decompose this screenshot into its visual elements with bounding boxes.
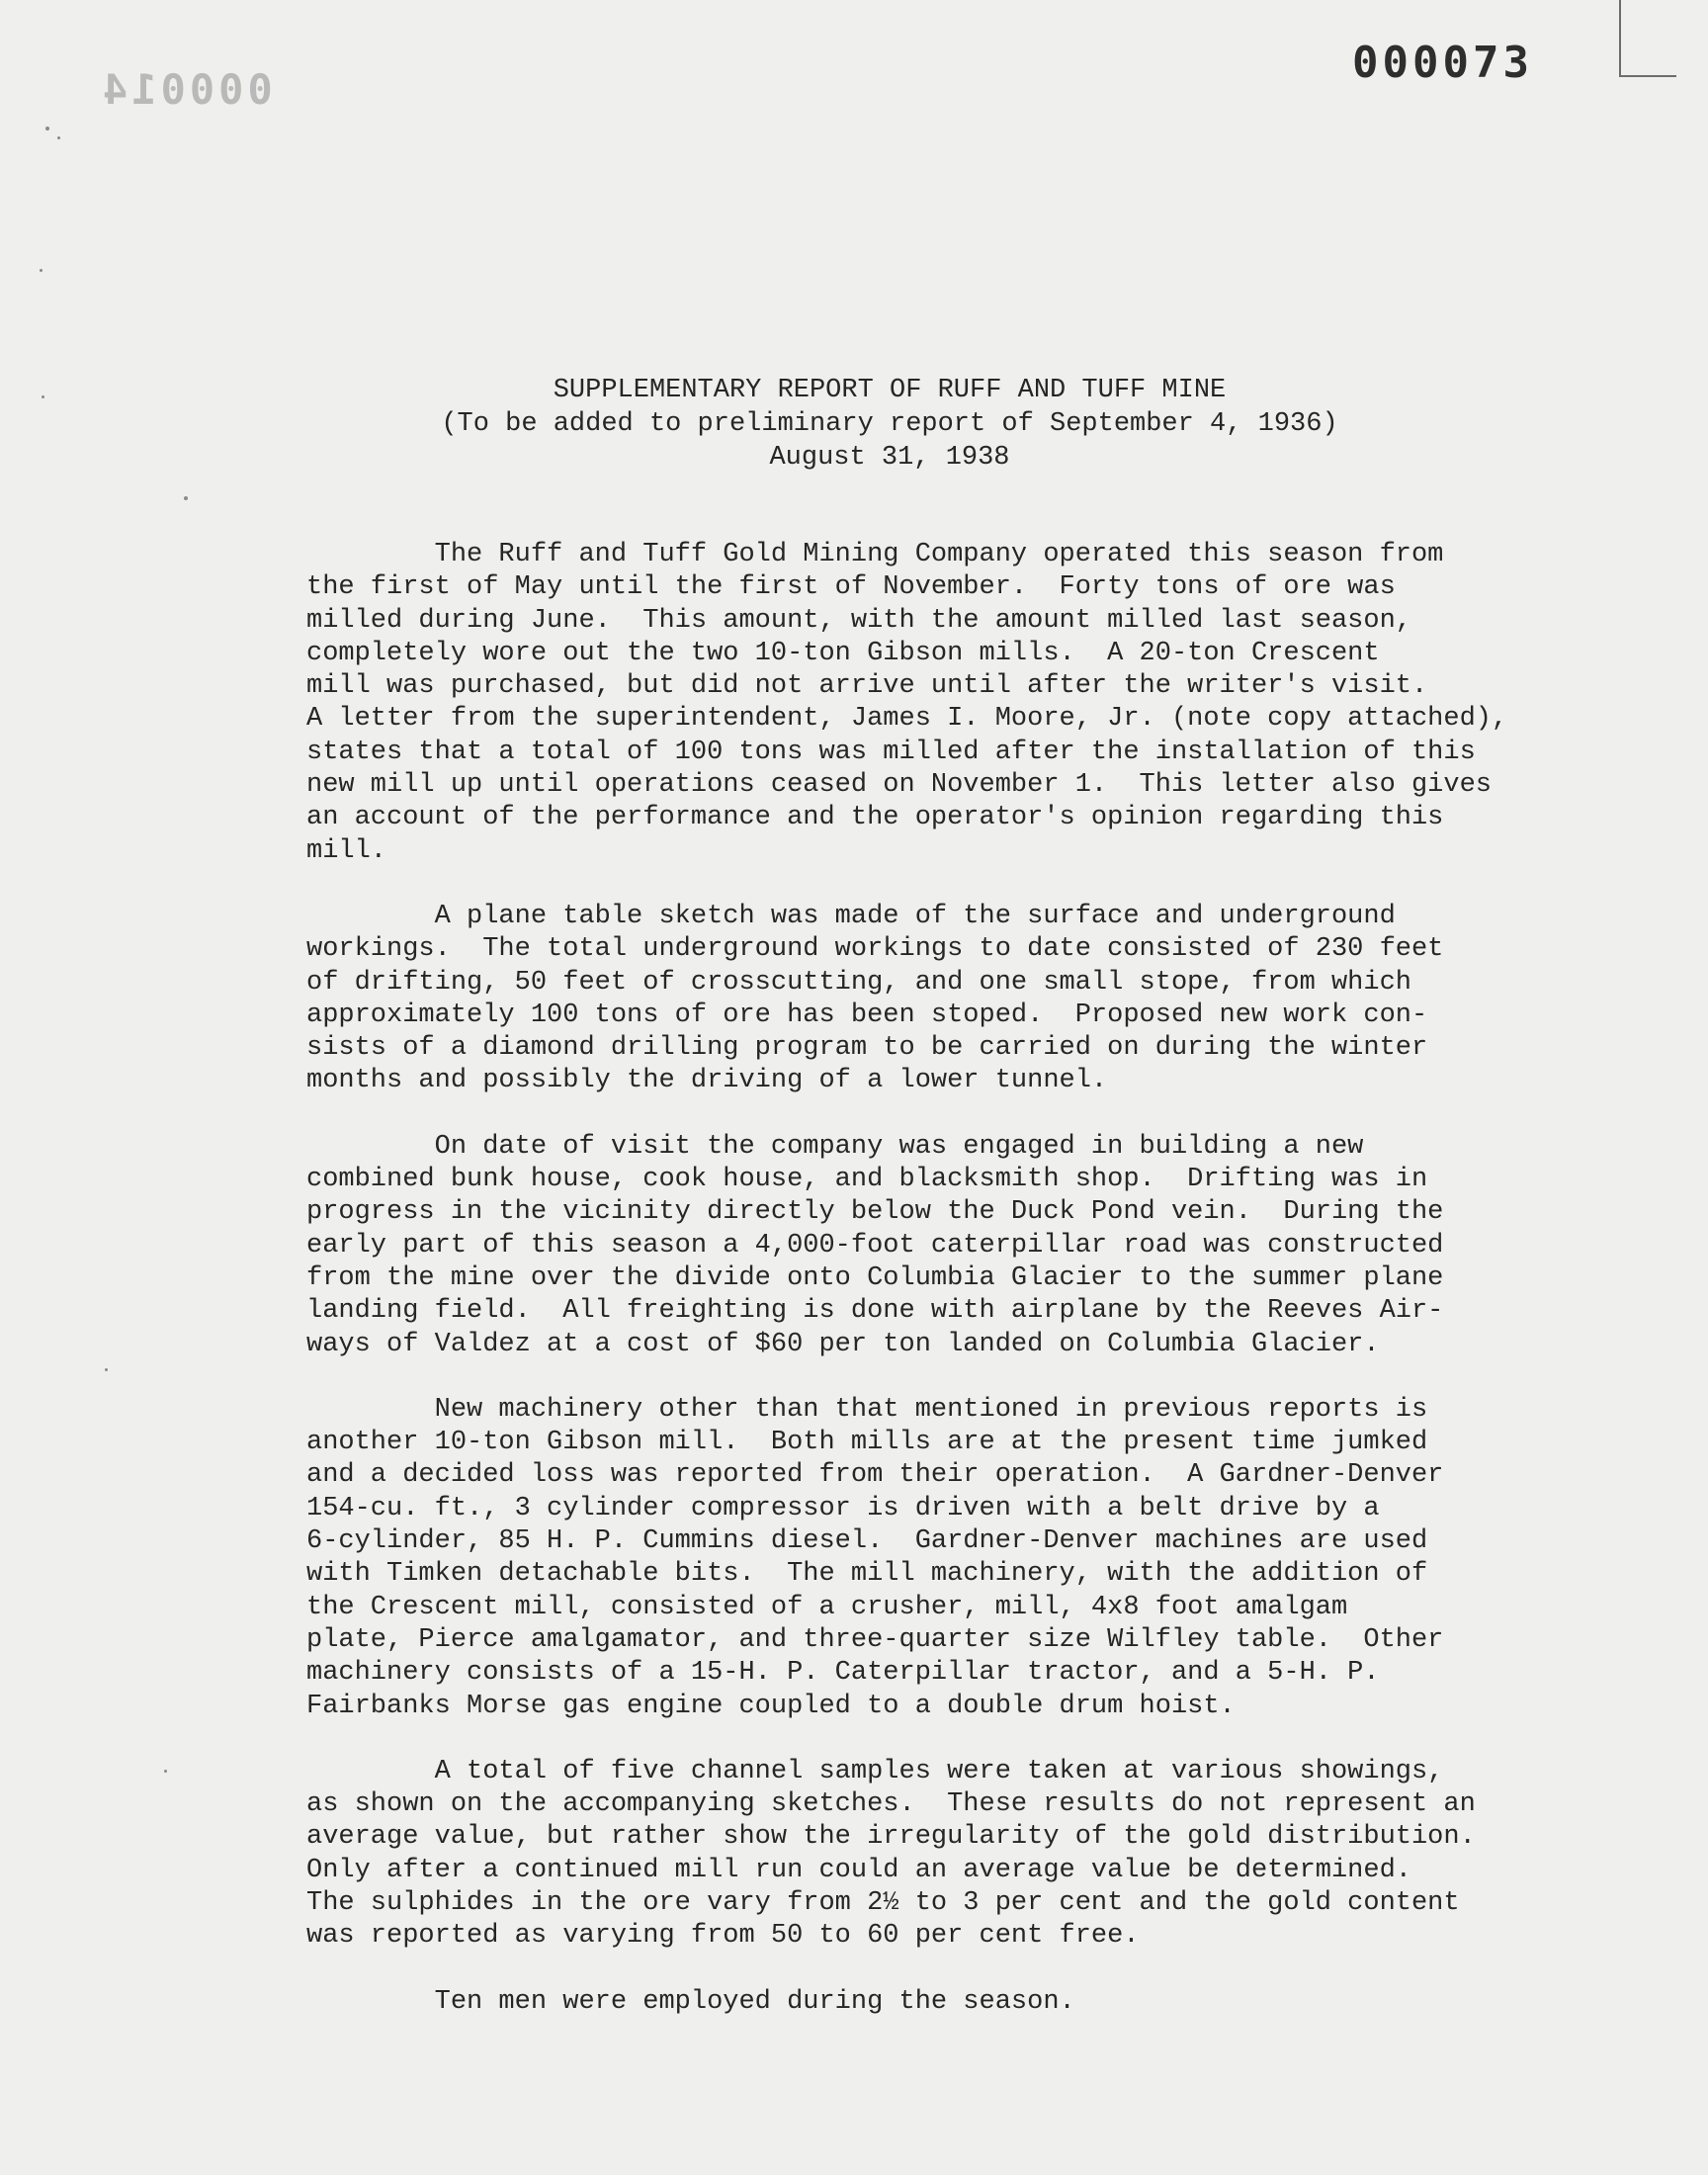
text-line: Ten men were employed during the season.	[306, 1986, 1075, 2017]
report-body	[306, 539, 1572, 2019]
text-line: sists of a diamond drilling program to be carried on during the winter	[306, 1033, 1428, 1064]
text-line: an account of the performance and the operator's opinion regarding this	[306, 803, 1444, 833]
text-line: with Timken detachable bits. The mill machinery, with the addition of	[306, 1559, 1428, 1590]
text-line: the Crescent mill, consisted of a crusher, mill, 4x8 foot amalgam	[306, 1592, 1348, 1622]
scan-speck	[57, 136, 60, 139]
text-line: mill.	[306, 835, 387, 866]
report-date: August 31, 1938	[769, 443, 1010, 473]
text-line: On date of visit the company was engaged in building a new	[306, 1131, 1364, 1162]
text-line: progress in the vicinity directly below the Duck Pond vein. During the	[306, 1197, 1444, 1228]
scan-speck	[184, 496, 188, 500]
paragraph	[306, 1756, 1572, 1954]
text-line: early part of this season a 4,000-foot caterpillar road was constructed	[306, 1230, 1444, 1261]
text-line: Only after a continued mill run could an average value be determined.	[306, 1855, 1411, 1885]
text-line: another 10-ton Gibson mill. Both mills are at the present time jumked	[306, 1428, 1428, 1458]
text-line: completely wore out the two 10-ton Gibson mills. A 20-ton Crescent	[306, 638, 1380, 668]
scan-speck	[105, 1368, 108, 1371]
text-line: A plane table sketch was made of the surface and underground	[306, 901, 1396, 931]
text-line: machinery consists of a 15-H. P. Caterpillar tractor, and a 5-H. P.	[306, 1658, 1380, 1689]
text-line: months and possibly the driving of a lower tunnel.	[306, 1066, 1108, 1096]
paragraph-gap	[306, 1098, 1572, 1131]
paragraph-gap	[306, 1954, 1572, 1986]
text-line: ways of Valdez at a cost of $60 per ton landed on Columbia Glacier.	[306, 1329, 1380, 1359]
text-line: The Ruff and Tuff Gold Mining Company operated this season from	[306, 540, 1444, 569]
text-line: approximately 100 tons of ore has been stoped. Proposed new work con-	[306, 1000, 1428, 1030]
text-line: workings. The total underground workings to date consisted of 230 feet	[306, 934, 1444, 965]
scan-speck	[164, 1770, 167, 1773]
report-title: SUPPLEMENTARY REPORT OF RUFF AND TUFF MINE	[553, 376, 1227, 405]
report-subtitle: (To be added to preliminary report of September 4, 1936)	[441, 409, 1338, 439]
text-line: New machinery other than that mentioned in previous reports is	[306, 1394, 1428, 1425]
text-line: A letter from the superintendent, James I. Moore, Jr. (note copy attached),	[306, 704, 1508, 735]
scan-speck	[45, 127, 49, 130]
text-line: of drifting, 50 feet of crosscutting, and one small stope, from which	[306, 967, 1411, 998]
corner-mark	[1619, 0, 1676, 77]
text-line: 6-cylinder, 85 H. P. Cummins diesel. Gardner-Denver machines are used	[306, 1526, 1428, 1557]
paragraph-gap	[306, 1361, 1572, 1394]
text-line: mill was purchased, but did not arrive until after the writer's visit.	[306, 671, 1428, 702]
paragraph	[306, 539, 1572, 868]
text-line: and a decided loss was reported from their operation. A Gardner-Denver	[306, 1460, 1444, 1491]
text-line: landing field. All freighting is done with airplane by the Reeves Air-	[306, 1296, 1444, 1327]
paragraph	[306, 1394, 1572, 1723]
text-line: as shown on the accompanying sketches. These results do not represent an	[306, 1789, 1476, 1820]
text-line: Fairbanks Morse gas engine coupled to a double drum hoist.	[306, 1691, 1236, 1721]
text-line: from the mine over the divide onto Columbia Glacier to the summer plane	[306, 1262, 1444, 1293]
text-line: 154-cu. ft., 3 cylinder compressor is driven with a belt drive by a	[306, 1493, 1380, 1523]
scan-speck	[40, 269, 43, 272]
document-number-stamp-faded: 000014	[99, 65, 273, 114]
paragraph	[306, 901, 1572, 1098]
paragraph-gap	[306, 1723, 1572, 1756]
text-line: states that a total of 100 tons was milled after the installation of this	[306, 737, 1476, 767]
report-header	[0, 374, 1708, 475]
paragraph	[306, 1986, 1572, 2019]
text-line: average value, but rather show the irregularity of the gold distribution.	[306, 1822, 1476, 1853]
text-line: The sulphides in the ore vary from 2½ to 3 per cent and the gold content	[306, 1887, 1460, 1918]
text-line: plate, Pierce amalgamator, and three-quarter size Wilfley table. Other	[306, 1624, 1444, 1655]
text-line: the first of May until the first of November. Forty tons of ore was	[306, 572, 1396, 603]
text-line: milled during June. This amount, with the amount milled last season,	[306, 605, 1411, 636]
paragraph-gap	[306, 868, 1572, 901]
document-number-stamp: 000073	[1352, 38, 1533, 88]
text-line: combined bunk house, cook house, and blacksmith shop. Drifting was in	[306, 1165, 1428, 1195]
text-line: A total of five channel samples were taken at various showings,	[306, 1756, 1444, 1786]
paragraph	[306, 1131, 1572, 1361]
text-line: was reported as varying from 50 to 60 per cent free.	[306, 1921, 1140, 1952]
text-line: new mill up until operations ceased on November 1. This letter also gives	[306, 770, 1492, 801]
